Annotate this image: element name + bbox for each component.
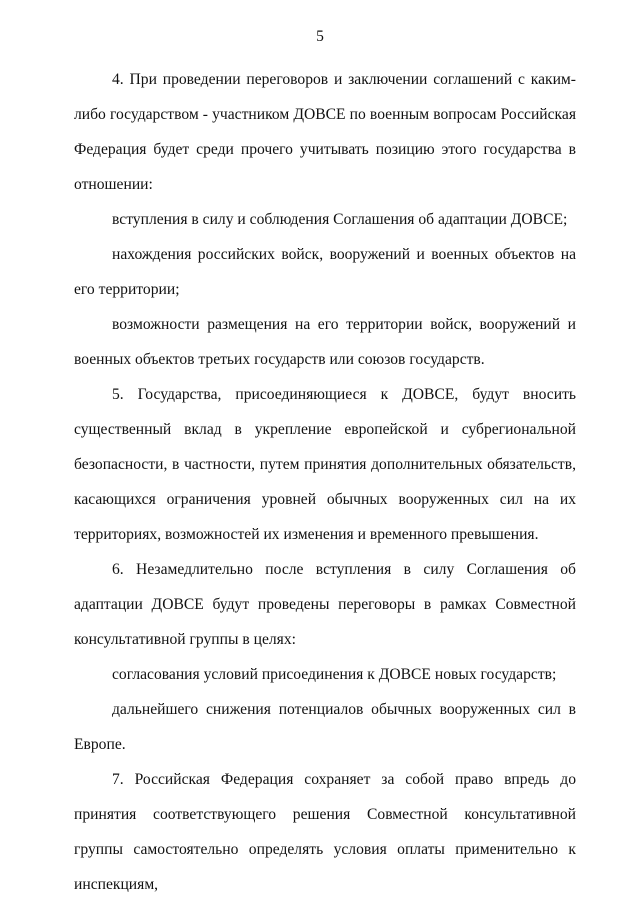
paragraph-4-item-1: вступления в силу и соблюдения Соглашения об адаптации ДОВСЕ;	[112, 211, 568, 228]
paragraph-6-item-1: согласования условий присоединения к ДОВСЕ новых государств;	[112, 666, 557, 683]
paragraph-4: 4. При проведении переговоров и заключении соглашений с каким-либо государством - участником ДОВСЕ по военным вопросам Российская Федерация будет среди прочего учитывать позицию этого государства в отношении:	[74, 71, 576, 193]
paragraph-5: 5. Государства, присоединяющиеся к ДОВСЕ, будут вносить существенный вклад в укрепление европейской и субрегиональной безопасности, в частности, путем принятия дополнительных обязательств, касающихся ограничения уровней обычных вооруженных сил на их территориях, возможностей их изменения и временного превышения.	[74, 386, 576, 543]
document-body	[74, 62, 576, 902]
page-number: 5	[316, 28, 324, 45]
paragraph-4-item-3: возможности размещения на его территории войск, вооружений и военных объектов третьих государств или союзов государств.	[74, 316, 576, 368]
paragraph-7: 7. Российская Федерация сохраняет за собой право впредь до принятия соответствующего решения Совместной консультативной группы самостоятельно определять условия оплаты применительно к инспекциям,	[74, 771, 576, 893]
paragraph-4-item-2: нахождения российских войск, вооружений и военных объектов на его территории;	[74, 246, 576, 298]
paragraph-6: 6. Незамедлительно после вступления в силу Соглашения об адаптации ДОВСЕ будут проведены переговоры в рамках Совместной консультативной группы в целях:	[74, 561, 576, 648]
paragraph-6-item-2: дальнейшего снижения потенциалов обычных вооруженных сил в Европе.	[74, 701, 576, 753]
